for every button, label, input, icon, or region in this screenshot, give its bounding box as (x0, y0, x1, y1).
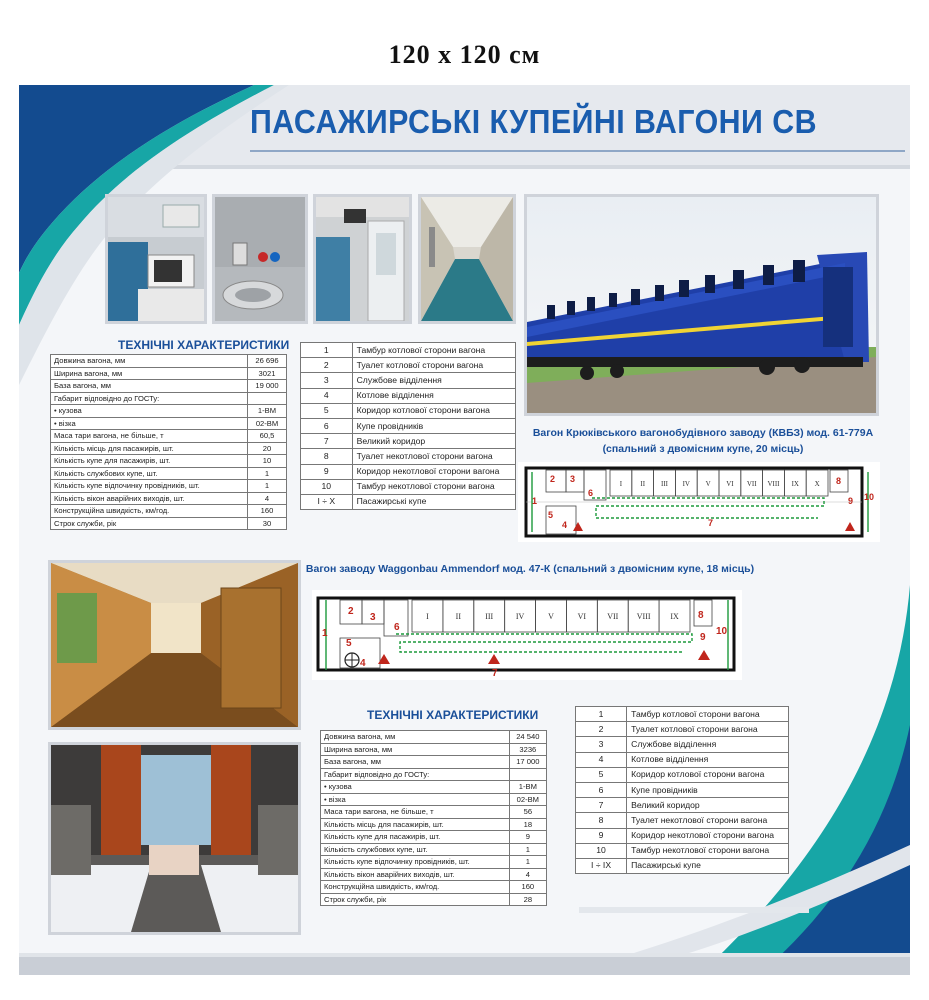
spec-value: 20 (248, 442, 287, 455)
legend-text: Пасажирські купе (627, 858, 789, 873)
legend-row (301, 388, 516, 403)
legend-row (576, 858, 789, 873)
spec-row (51, 492, 287, 505)
legend-number: I ÷ X (301, 494, 353, 509)
plan-room-number: 10 (716, 626, 728, 637)
plan-room-number: 10 (864, 492, 875, 502)
plan-room-number: 6 (588, 488, 594, 498)
spec-row (51, 392, 287, 405)
legend-row (576, 782, 789, 797)
plan-room-number: 5 (346, 638, 352, 649)
plan-compartment-label: V (548, 612, 554, 621)
plan-room-number: 9 (700, 632, 706, 643)
plan-compartment-label: VII (607, 612, 619, 621)
spec-value: 30 (248, 517, 287, 530)
plan-room-number: 7 (492, 668, 498, 679)
spec-row (51, 417, 287, 430)
spec-value: 3236 (509, 743, 546, 756)
legend-number: 3 (576, 737, 627, 752)
legend-number: 2 (576, 722, 627, 737)
plan-compartment-label: IV (515, 612, 525, 621)
spec-row (51, 367, 287, 380)
legend-row (576, 798, 789, 813)
plan-compartment-label: VI (726, 480, 734, 488)
spec-row (321, 843, 547, 856)
section1-legend-table (300, 342, 516, 510)
legend-text: Купе провідників (627, 782, 789, 797)
plan-room-number: 8 (698, 610, 704, 621)
plan-room-number: 3 (570, 474, 576, 484)
plan-room-number: 4 (562, 520, 568, 530)
legend-row (576, 843, 789, 858)
legend-text: Туалет котлової сторони вагона (627, 722, 789, 737)
plan-compartment-label: VIII (767, 480, 780, 488)
legend-row (301, 418, 516, 433)
spec-label: Кількість місць для пасажирів, шт. (321, 818, 510, 831)
section2-caption: Вагон заводу Waggonbau Ammendorf мод. 47-К (спальний з двомісним купе, 18 місць) (305, 563, 755, 575)
legend-number: 7 (576, 798, 627, 813)
legend-row (301, 479, 516, 494)
plan-room-number: 3 (370, 612, 376, 623)
legend-text: Великий коридор (627, 798, 789, 813)
legend-row (576, 707, 789, 722)
plan-compartment-label: VIII (636, 612, 651, 621)
spec-label: Конструкційна швидкість, км/год. (321, 881, 510, 894)
legend-number: 3 (301, 373, 353, 388)
legend-text: Туалет некотлової сторони вагона (352, 449, 515, 464)
spec-row (321, 731, 547, 744)
legend-number: 2 (301, 358, 353, 373)
legend-row (576, 737, 789, 752)
spec-value: 160 (509, 881, 546, 894)
legend-text: Великий коридор (352, 434, 515, 449)
spec-row (321, 856, 547, 869)
spec-row (51, 455, 287, 468)
spec-row (321, 831, 547, 844)
spec-label: Кількість місць для пасажирів, шт. (51, 442, 248, 455)
spec-row (321, 893, 547, 906)
plan-room-number: 2 (550, 474, 556, 484)
spec-label: Габарит відповідно до ГОСТу: (321, 768, 510, 781)
photo-compartment-door (313, 194, 412, 324)
spec-row (51, 467, 287, 480)
plan-room-number: 7 (708, 518, 714, 528)
legend-row (301, 464, 516, 479)
spec-label: Кількість купе для пасажирів, шт. (321, 831, 510, 844)
legend-number: 4 (301, 388, 353, 403)
legend-number: 5 (576, 767, 627, 782)
spec-label: Маса тари вагона, не більше, т (321, 806, 510, 819)
photo-washbasin (212, 194, 308, 324)
spec-row (321, 743, 547, 756)
spec-row (51, 505, 287, 518)
legend-text: Коридор некотлової сторони вагона (352, 464, 515, 479)
plan-compartment-label: VII (746, 480, 757, 488)
spec-row (51, 480, 287, 493)
spec-row (321, 793, 547, 806)
spec-value: 02-ВМ (248, 417, 287, 430)
plan-compartment-label: II (455, 612, 461, 621)
legend-text: Коридор некотлової сторони вагона (627, 828, 789, 843)
section1-floor-plan (518, 462, 880, 542)
section2-plan-svg (312, 590, 742, 680)
legend-row (301, 449, 516, 464)
spec-value: 1-ВМ (248, 405, 287, 418)
legend-text: Службове відділення (352, 373, 515, 388)
spec-row (51, 517, 287, 530)
legend-text: Туалет котлової сторони вагона (352, 358, 515, 373)
spec-value: 17 000 (509, 756, 546, 769)
spec-label: Габарит відповідно до ГОСТу: (51, 392, 248, 405)
legend-number: 7 (301, 434, 353, 449)
plan-compartment-label: III (661, 480, 668, 488)
spec-label: Конструкційна швидкість, км/год. (51, 505, 248, 518)
spec-label: Довжина вагона, мм (321, 731, 510, 744)
spec-label: Ширина вагона, мм (51, 367, 248, 380)
spec-label: Кількість вікон аварійних виходів, шт. (321, 868, 510, 881)
legend-text: Тамбур некотлової сторони вагона (627, 843, 789, 858)
legend-number: 9 (576, 828, 627, 843)
spec-label: Строк служби, рік (51, 517, 248, 530)
plan-compartment-label: III (485, 612, 494, 621)
spec-value: 160 (248, 505, 287, 518)
legend-row (301, 373, 516, 388)
legend-number: 6 (576, 782, 627, 797)
legend-number: 8 (301, 449, 353, 464)
legend-text: Тамбур котлової сторони вагона (352, 343, 515, 358)
spec-row (321, 818, 547, 831)
spec-label: • кузова (321, 781, 510, 794)
legend-number: 10 (301, 479, 353, 494)
spec-value: 1 (509, 843, 546, 856)
legend-row (301, 403, 516, 418)
legend-number: 8 (576, 813, 627, 828)
page-title: ПАСАЖИРСЬКІ КУПЕЙНІ ВАГОНИ СВ (250, 103, 817, 140)
plan-room-number: 8 (836, 476, 842, 486)
legend-number: 1 (301, 343, 353, 358)
plan-compartment-label: IX (791, 480, 799, 488)
photo-service-compartment (105, 194, 207, 324)
spec-value: 4 (248, 492, 287, 505)
spec-value: 3021 (248, 367, 287, 380)
legend-text: Котлове відділення (627, 752, 789, 767)
plan-compartment-label: II (640, 480, 646, 488)
spec-row (51, 380, 287, 393)
plan-compartment-label: V (705, 480, 711, 488)
spec-row (51, 405, 287, 418)
plan-room-number: 4 (360, 658, 366, 669)
spec-value: 10 (248, 455, 287, 468)
photo-corridor (418, 194, 516, 324)
photo-interior-corridor (48, 560, 301, 730)
spec-value (509, 768, 546, 781)
legend-number: 9 (301, 464, 353, 479)
legend-row (576, 722, 789, 737)
section2-spec-table (320, 730, 547, 906)
spec-value: 9 (509, 831, 546, 844)
legend-number: 5 (301, 403, 353, 418)
plan-room-number: 2 (348, 606, 354, 617)
legend-text: Пасажирські купе (352, 494, 515, 509)
spec-value: 24 540 (509, 731, 546, 744)
plan-room-number: 1 (322, 628, 328, 639)
legend-number: I ÷ IX (576, 858, 627, 873)
spec-value: 28 (509, 893, 546, 906)
title-underline (250, 150, 905, 152)
spec-row (321, 756, 547, 769)
legend-row (576, 767, 789, 782)
spec-label: Строк служби, рік (321, 893, 510, 906)
spec-value: 1 (248, 480, 287, 493)
plan-room-number: 5 (548, 510, 554, 520)
plan-compartment-label: X (814, 480, 820, 488)
section1-plan-svg (518, 462, 880, 542)
spec-label: База вагона, мм (321, 756, 510, 769)
spec-label: • візка (321, 793, 510, 806)
spec-label: • візка (51, 417, 248, 430)
legend-text: Службове відділення (627, 737, 789, 752)
legend-row (301, 343, 516, 358)
legend-number: 4 (576, 752, 627, 767)
section1-caption-line1: Вагон Крюківського вагонобудівного заводу (КВБЗ) мод. 61-779А (532, 427, 874, 439)
spec-value: 1 (248, 467, 287, 480)
spec-value: 4 (509, 868, 546, 881)
spec-row (51, 430, 287, 443)
section1-spec-table (50, 354, 287, 530)
spec-label: Кількість купе відпочинку провідників, шт. (321, 856, 510, 869)
legend-text: Тамбур некотлової сторони вагона (352, 479, 515, 494)
legend-row (576, 752, 789, 767)
legend-text: Купе провідників (352, 418, 515, 433)
spec-label: • кузова (51, 405, 248, 418)
photo-wagon-kvbz (524, 194, 879, 416)
plan-compartment-label: I (619, 480, 623, 488)
section1-spec-title: ТЕХНІЧНІ ХАРАКТЕРИСТИКИ (118, 338, 290, 352)
photo-compartment-beds (48, 742, 301, 935)
section2-spec-title: ТЕХНІЧНІ ХАРАКТЕРИСТИКИ (367, 708, 539, 722)
plan-room-number: 1 (532, 496, 538, 506)
plan-compartment-label: I (426, 612, 429, 621)
spec-value: 18 (509, 818, 546, 831)
spec-label: Кількість купе для пасажирів, шт. (51, 455, 248, 468)
section2-floor-plan (312, 590, 742, 680)
legend-row (301, 434, 516, 449)
legend-row (301, 358, 516, 373)
section2-legend-table (575, 706, 789, 874)
legend-number: 10 (576, 843, 627, 858)
spec-label: Кількість купе відпочинку провідників, шт. (51, 480, 248, 493)
plan-compartment-label: IX (670, 612, 679, 621)
legend-text: Туалет некотлової сторони вагона (627, 813, 789, 828)
plan-compartment-label: VI (577, 612, 587, 621)
spec-row (321, 868, 547, 881)
spec-row (51, 355, 287, 368)
spec-row (321, 806, 547, 819)
spec-label: Маса тари вагона, не більше, т (51, 430, 248, 443)
spec-label: Кількість службових купе, шт. (51, 467, 248, 480)
legend-text: Коридор котлової сторони вагона (352, 403, 515, 418)
legend-text: Коридор котлової сторони вагона (627, 767, 789, 782)
spec-label: Кількість службових купе, шт. (321, 843, 510, 856)
section1-caption-line2: (спальний з двомісним купе, 20 місць) (602, 443, 804, 455)
spec-value: 56 (509, 806, 546, 819)
spec-value: 60,5 (248, 430, 287, 443)
spec-row (321, 768, 547, 781)
spec-row (321, 781, 547, 794)
spec-value: 19 000 (248, 380, 287, 393)
spec-label: Ширина вагона, мм (321, 743, 510, 756)
spec-value: 02-ВМ (509, 793, 546, 806)
size-label: 120 х 120 см (388, 40, 541, 69)
spec-value (248, 392, 287, 405)
spec-row (321, 881, 547, 894)
legend-text: Котлове відділення (352, 388, 515, 403)
legend-row (576, 828, 789, 843)
legend-number: 6 (301, 418, 353, 433)
spec-value: 26 696 (248, 355, 287, 368)
plan-room-number: 6 (394, 622, 400, 633)
spec-value: 1 (509, 856, 546, 869)
spec-row (51, 442, 287, 455)
spec-value: 1-ВМ (509, 781, 546, 794)
legend-number: 1 (576, 707, 627, 722)
legend-row (576, 813, 789, 828)
spec-label: База вагона, мм (51, 380, 248, 393)
legend-row (301, 494, 516, 509)
plan-room-number: 9 (848, 496, 854, 506)
spec-label: Довжина вагона, мм (51, 355, 248, 368)
legend-text: Тамбур котлової сторони вагона (627, 707, 789, 722)
plan-compartment-label: IV (682, 480, 690, 488)
spec-label: Кількість вікон аварійних виходів, шт. (51, 492, 248, 505)
